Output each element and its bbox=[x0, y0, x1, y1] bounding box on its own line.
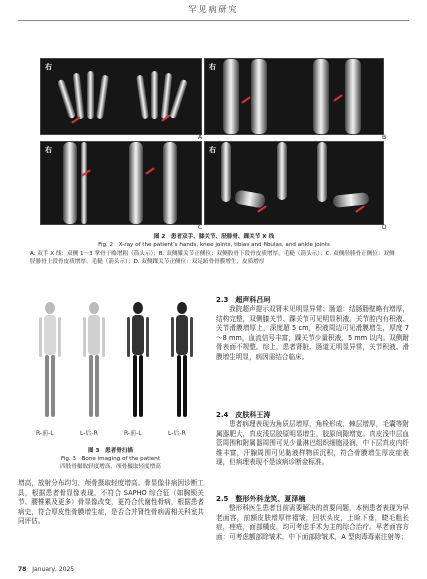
foot-bone bbox=[234, 190, 266, 209]
figure-3-legend: 四肢骨摄取轻度增高，颅骨摄取轻度增高 bbox=[60, 464, 161, 470]
scan-body bbox=[130, 302, 146, 422]
side-marker: 右 bbox=[45, 63, 52, 71]
xray-panel-b bbox=[204, 58, 384, 135]
panel-letter-c: C bbox=[198, 224, 203, 231]
header-rule bbox=[18, 20, 409, 21]
arrow-icon bbox=[241, 96, 250, 103]
tibia-bone bbox=[277, 142, 287, 200]
figure-2-legend: A. 双手 X 线：双侧 1～3 掌骨干略增粗（箭头示）；B. 双侧膝关节正侧位：双侧股骨下段骨皮质增厚，毛糙（箭头示）；C. 双侧胫腓骨正侧位：双侧胫腓骨上段骨皮质增厚、毛糙（箭头示）；D. 双侧踝关节正侧位：双足跖骨骨膜增生，皮质增厚 bbox=[30, 251, 395, 265]
finger-bone bbox=[87, 71, 94, 119]
section-2-4-body: 患者病理表现为角质层增厚，角栓形成，棘层增厚，毛囊等附属器肥大，真皮浅层胶原明显增生，胶原间隙增宽。真皮浅中层血管周围和附属器周围可见少量淋巴组织细胞浸润，中下层真皮内纤维丰富，汗腺周围可见黏液样物质沉积，符合骨膜增生厚皮症表现，但病理表现不是该病诊断金标准。 bbox=[216, 420, 409, 467]
arrow-icon bbox=[145, 167, 154, 174]
arrow-icon bbox=[333, 94, 342, 101]
section-2-3-body: 我院超声提示双肾未见明显异常；肠道：结肠肠壁略有增厚，结构完整，双侧膝关节、踝关节可见明显积液，关节腔内有积液、关节滑膜增厚上，深度超 5 cm，积液周边可见滑膜增生，厚度 7～8 mm，血流信号丰富，踝关节少量积液，5 mm 以内。双侧跗骨表面不规整。综上，患者肾脏、肠道无明显异常，关节积液、滑膜增生明显，病因需结合临床。 bbox=[216, 305, 409, 361]
side-marker: 右 bbox=[45, 146, 52, 154]
panel-letter-d: D bbox=[382, 224, 387, 231]
tibia-bone bbox=[317, 142, 327, 202]
side-marker: 右 bbox=[209, 146, 216, 154]
femur-bone bbox=[223, 59, 239, 134]
scan-view-label: R-前-L bbox=[124, 430, 142, 437]
left-column-paragraph: 增高，放射分布均匀，颅骨摄取轻度增高。骨显像非病因诊断工具，根据患者骨显像表现，不符合 SAPHO 综合征（如胸锁关节、腰椎累及更多）骨显像改变，更符合代谢性骨病，根据患者病史，符合厚皮性骨膜增生症，是否合并肾性骨病需相关科室共同评估。 bbox=[18, 479, 204, 526]
section-heading-2-4: 2.4 皮肤科王涛 bbox=[216, 411, 271, 419]
figure-3-title-en: Fig. 3 Bone imaging of the patient bbox=[60, 456, 161, 462]
bone-scan-figure bbox=[18, 296, 203, 469]
side-marker: 右 bbox=[209, 63, 216, 71]
section-heading-2-5: 2.5 整形外科龙笑、夏泽楠 bbox=[216, 495, 306, 503]
scan-body bbox=[174, 302, 190, 422]
fibula-bone bbox=[81, 142, 87, 224]
finger-bone bbox=[96, 75, 109, 120]
section-heading-2-3: 2.3 超声科吕珂 bbox=[216, 296, 271, 304]
page-footer bbox=[18, 566, 74, 573]
tibia-bone bbox=[221, 142, 231, 202]
xray-panel-c bbox=[40, 141, 202, 225]
panel-letter-b: B bbox=[382, 134, 387, 141]
xray-panel-d bbox=[204, 141, 384, 225]
figure-2-title-en: Fig. 2 X-ray of the patient's hands, knee joints, tibias and fibulas, and ankle joints bbox=[98, 242, 330, 248]
xray-panel-a bbox=[40, 58, 202, 135]
tibia-bone bbox=[163, 142, 177, 224]
panel-letter-a: A bbox=[198, 134, 203, 141]
figure-3-title: 图 3 患者骨扫描 bbox=[88, 448, 133, 454]
issue-date: January, 2025 bbox=[32, 566, 75, 573]
scan-view-label: L-后-R bbox=[168, 430, 186, 437]
femur-bone bbox=[313, 59, 329, 134]
tibia-bone bbox=[129, 142, 143, 224]
femur-bone bbox=[345, 59, 361, 134]
running-header: 罕见病研究 bbox=[188, 5, 239, 14]
tibia-bone bbox=[63, 142, 77, 224]
finger-bone bbox=[151, 71, 158, 119]
finger-bone bbox=[136, 75, 149, 120]
arrow-icon bbox=[355, 205, 364, 212]
scan-view-label: L-后-R bbox=[80, 430, 98, 437]
finger-bone bbox=[169, 79, 188, 119]
page-number: 78 bbox=[18, 566, 27, 573]
figure-2-title: 图 2 患者双手、膝关节、胫腓骨、踝关节 X 线 bbox=[153, 234, 275, 240]
scan-view-label: R-前-L bbox=[36, 430, 54, 437]
scan-body bbox=[42, 302, 58, 422]
femur-bone bbox=[251, 59, 267, 134]
section-2-5-body: 整形科医生患者目前需要解决的首要问题，本例患者表现为早老面容，前额皮肤增厚伴褶皱，回状头皮，上睑下垂，睫毛粗长症，痤疮，面部橘皮，均可考虑手术为主的综合治疗。早老面容方面：可考虑额部除皱术，中下面部除皱术，A 型肉毒毒素注射等； bbox=[216, 504, 409, 541]
scan-body bbox=[86, 302, 102, 422]
